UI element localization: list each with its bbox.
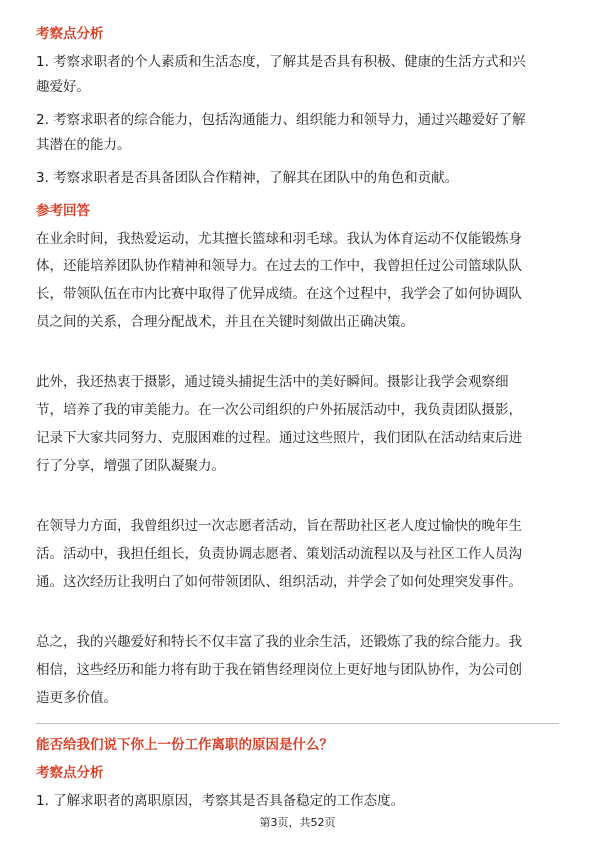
analysis-point-3-line-1: 3. 考察求职者是否具备团队合作精神，了解其在团队中的角色和贡献。 — [36, 170, 459, 186]
question-title: 能否给我们说下你上一份工作离职的原因是什么？ — [36, 737, 333, 753]
section-heading-analysis-2: 考察点分析 — [36, 765, 104, 781]
answer-para-3-line-3: 通。这次经历让我明白了如何带领团队、组织活动，并学会了如何处理突发事件。 — [36, 574, 522, 590]
answer-para-2-line-2: 节，培养了我的审美能力。在一次公司组织的户外拓展活动中，我负责团队摄影， — [36, 402, 522, 418]
answer-para-2-line-4: 行了分享，增强了团队凝聚力。 — [36, 458, 225, 474]
answer-para-4-line-2: 相信，这些经历和能力将有助于我在销售经理岗位上更好地与团队协作，为公司创 — [36, 662, 522, 678]
analysis-point-2-line-1: 2. 考察求职者的综合能力，包括沟通能力、组织能力和领导力，通过兴趣爱好了解 — [36, 112, 526, 128]
page-number: 第3页，共52页 — [259, 816, 336, 829]
analysis-point-1-line-2: 趣爱好。 — [36, 79, 90, 95]
analysis-point-2-line-2: 其潜在的能力。 — [36, 137, 131, 153]
section-heading-analysis: 考察点分析 — [36, 26, 104, 42]
analysis2-point-1-line-1: 1. 了解求职者的离职原因，考察其是否具备稳定的工作态度。 — [36, 793, 405, 809]
answer-para-1-line-4: 员之间的关系，合理分配战术，并且在关键时刻做出正确决策。 — [36, 314, 414, 330]
answer-para-2-line-3: 记录下大家共同努力、克服困难的过程。通过这些照片，我们团队在活动结束后进 — [36, 430, 522, 446]
section-divider — [36, 723, 559, 724]
answer-para-4-line-3: 造更多价值。 — [36, 690, 117, 706]
section-heading-reference-answer: 参考回答 — [36, 203, 90, 219]
answer-para-3-line-1: 在领导力方面，我曾组织过一次志愿者活动，旨在帮助社区老人度过愉快的晚年生 — [36, 518, 522, 534]
answer-para-3-line-2: 活。活动中，我担任组长，负责协调志愿者、策划活动流程以及与社区工作人员沟 — [36, 546, 522, 562]
analysis-point-1-line-1: 1. 考察求职者的个人素质和生活态度，了解其是否具有积极、健康的生活方式和兴 — [36, 54, 526, 70]
answer-para-1-line-2: 体，还能培养团队协作精神和领导力。在过去的工作中，我曾担任过公司篮球队队 — [36, 258, 522, 274]
answer-para-4-line-1: 总之，我的兴趣爱好和特长不仅丰富了我的业余生活，还锻炼了我的综合能力。我 — [36, 634, 522, 650]
answer-para-1-line-3: 长，带领队伍在市内比赛中取得了优异成绩。在这个过程中，我学会了如何协调队 — [36, 286, 522, 302]
answer-para-1-line-1: 在业余时间，我热爱运动，尤其擅长篮球和羽毛球。我认为体育运动不仅能锻炼身 — [36, 231, 522, 247]
answer-para-2-line-1: 此外，我还热衷于摄影，通过镜头捕捉生活中的美好瞬间。摄影让我学会观察细 — [36, 374, 509, 390]
